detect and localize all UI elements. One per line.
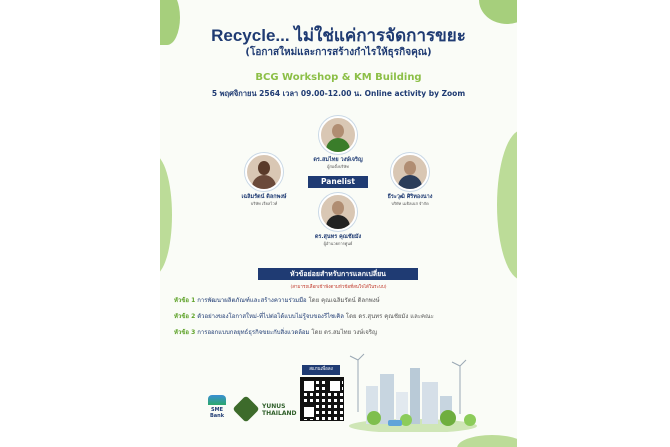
topics-header: หัวข้อย่อยสำหรับการแลกเปลี่ยน (258, 268, 418, 280)
topic-label: หัวข้อ 3 (174, 329, 196, 336)
leaf-decoration (160, 155, 172, 275)
panelist-card (298, 193, 378, 246)
leaf-decoration (479, 0, 517, 24)
avatar (391, 153, 429, 191)
panelist-role: ผู้อำนวยการศูนย์ (323, 241, 353, 246)
poster-title: Recycle... ไม่ใช่แค่การจัดการขยะ (211, 26, 466, 45)
panelist-card (370, 153, 450, 206)
leaf-decoration (497, 130, 517, 280)
topic-label: หัวข้อ 2 (174, 313, 196, 320)
register-label: สแกนเพื่อลง (302, 365, 340, 375)
green-city-illustration (348, 352, 478, 432)
sme-bank-logo (206, 395, 228, 427)
panelist-card (298, 116, 378, 169)
event-name: BCG Workshop & KM Building (255, 72, 422, 83)
event-poster (160, 0, 517, 447)
panelist-name: ดร.สุนทร คุณชัยมัง (314, 234, 362, 240)
panelist-role: บริษัท เรียลไวท์ (250, 201, 278, 206)
panelist-card (224, 153, 304, 206)
avatar (319, 193, 357, 231)
sme-bank-text: SME Bank (209, 407, 225, 419)
topic-label: หัวข้อ 1 (174, 297, 196, 304)
leaf-decoration (457, 435, 517, 447)
panelist-role: ผู้ก่อตั้งบริษัท (327, 164, 349, 169)
topic-item (174, 311, 434, 321)
panelist-label: Panelist (308, 176, 368, 188)
topic-speaker: โดย ดร.สุนทร คุณชัยมัง และคณะ (345, 313, 434, 320)
registration-qr-code[interactable] (300, 377, 344, 421)
topics-note: (สามารถเลือกเข้าฟังตามหัวข้อที่สนใจได้ในระบบ) (290, 285, 387, 290)
topic-text: การออกแบบกลยุทธ์ธุรกิจขยะกับสิ่งแวดล้อม (197, 329, 310, 336)
yunus-text: YUNUS THAILAND (262, 403, 297, 417)
topic-speaker: โดย คุณเฉลิมรัตน์ ดิลกพงษ์ (308, 297, 380, 304)
topic-item (174, 295, 380, 305)
avatar (245, 153, 283, 191)
panelist-name: ธีระวุฒิ ศิริทองนาง (387, 194, 433, 200)
poster-subtitle: (โอกาสใหม่และการสร้างกำไรให้ธุรกิจคุณ) (245, 47, 432, 58)
event-date: 5 พฤศจิกายน 2564 เวลา 09.00-12.00 น. Online activity by Zoom (211, 89, 466, 98)
topic-text: การพัฒนาผลิตภัณฑ์และสร้างความร่วมมือ (197, 297, 307, 304)
yunus-thailand-logo (234, 397, 297, 425)
panelist-name: เฉลิมรัตน์ ดิลกพงษ์ (241, 194, 287, 200)
panelist-role: บริษัท เมธิลเบส จำกัด (391, 201, 429, 206)
topic-speaker: โดย ดร.สมไทย วงษ์เจริญ (311, 329, 378, 336)
topic-text: ตัวอย่างของโอกาสใหม่-ที่ไปต่อได้แบบไม่รู้จบของรีไซเคิล (197, 313, 344, 320)
panelist-name: ดร.สมไทย วงษ์เจริญ (313, 157, 363, 163)
topic-item (174, 327, 377, 337)
avatar (319, 116, 357, 154)
